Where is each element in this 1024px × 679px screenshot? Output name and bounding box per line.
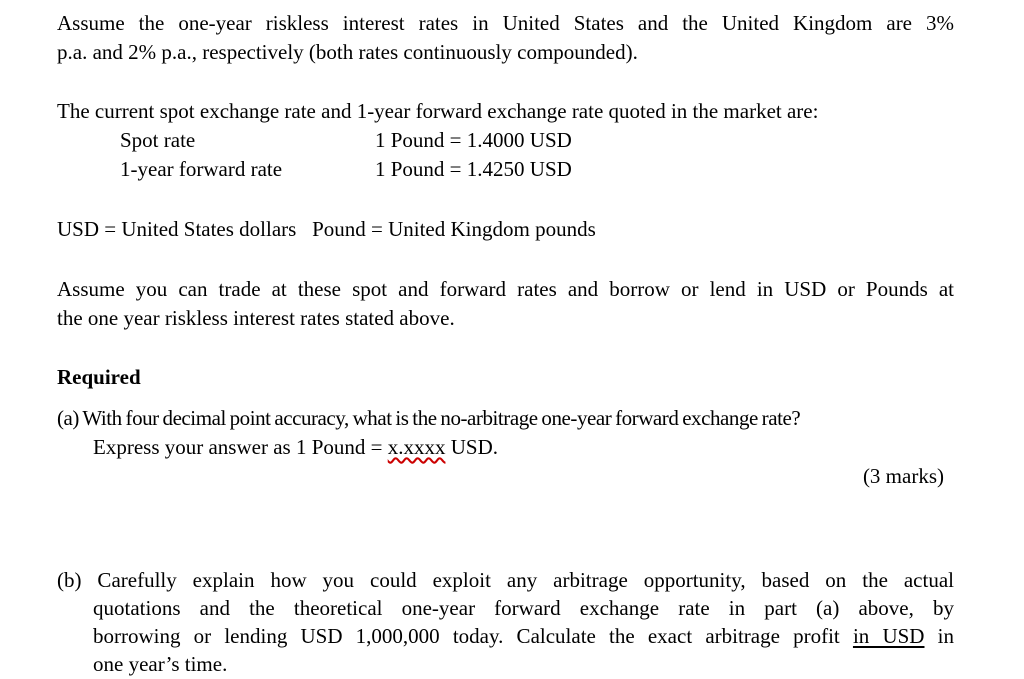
in-usd-underlined: in USD [852, 624, 925, 648]
question-a-line-2 [93, 434, 498, 460]
currency-definitions: USD = United States dollars Pound = United Kingdom pounds [57, 217, 596, 241]
forward-rate-label: 1-year forward rate [120, 157, 283, 181]
question-b-line-3 [93, 623, 954, 649]
question-b-line-3-post: in [924, 624, 954, 648]
question-a-line-1: (a) With four decimal point accuracy, what is the no-arbitrage one-year forward exchange rate? [57, 406, 801, 430]
question-b-line-3-pre: borrowing or lending USD 1,000,000 today. Calculate the exact arbitrage profit [93, 624, 853, 648]
spot-rate-value: 1 Pound = 1.4000 USD [375, 128, 572, 152]
question-a-line-2-post: USD. [445, 435, 498, 459]
spot-rate-label: Spot rate [120, 128, 196, 152]
question-b-line-2: quotations and the theoretical one-year forward exchange rate in part (a) above, by [93, 596, 954, 620]
question-a-line-2-pre: Express your answer as 1 Pound = [93, 435, 388, 459]
forward-rate-value: 1 Pound = 1.4250 USD [375, 157, 572, 181]
question-b-line-1: (b) Carefully explain how you could exploit any arbitrage opportunity, based on the actual [57, 568, 954, 592]
question-b-line-4: one year’s time. [93, 652, 228, 676]
required-heading: Required [57, 365, 141, 389]
quotes-heading: The current spot exchange rate and 1-year forward exchange rate quoted in the market are: [57, 99, 819, 123]
intro-line-2: p.a. and 2% p.a., respectively (both rates continuously compounded). [57, 40, 638, 64]
question-a-marks: (3 marks) [862, 464, 944, 488]
assume-line-1: Assume you can trade at these spot and forward rates and borrow or lend in USD or Pounds at [57, 277, 954, 301]
answer-format: x.xxxx [387, 435, 446, 459]
intro-line-1: Assume the one-year riskless interest rates in United States and the United Kingdom are 3% [57, 11, 954, 35]
assume-line-2: the one year riskless interest rates stated above. [57, 306, 455, 330]
